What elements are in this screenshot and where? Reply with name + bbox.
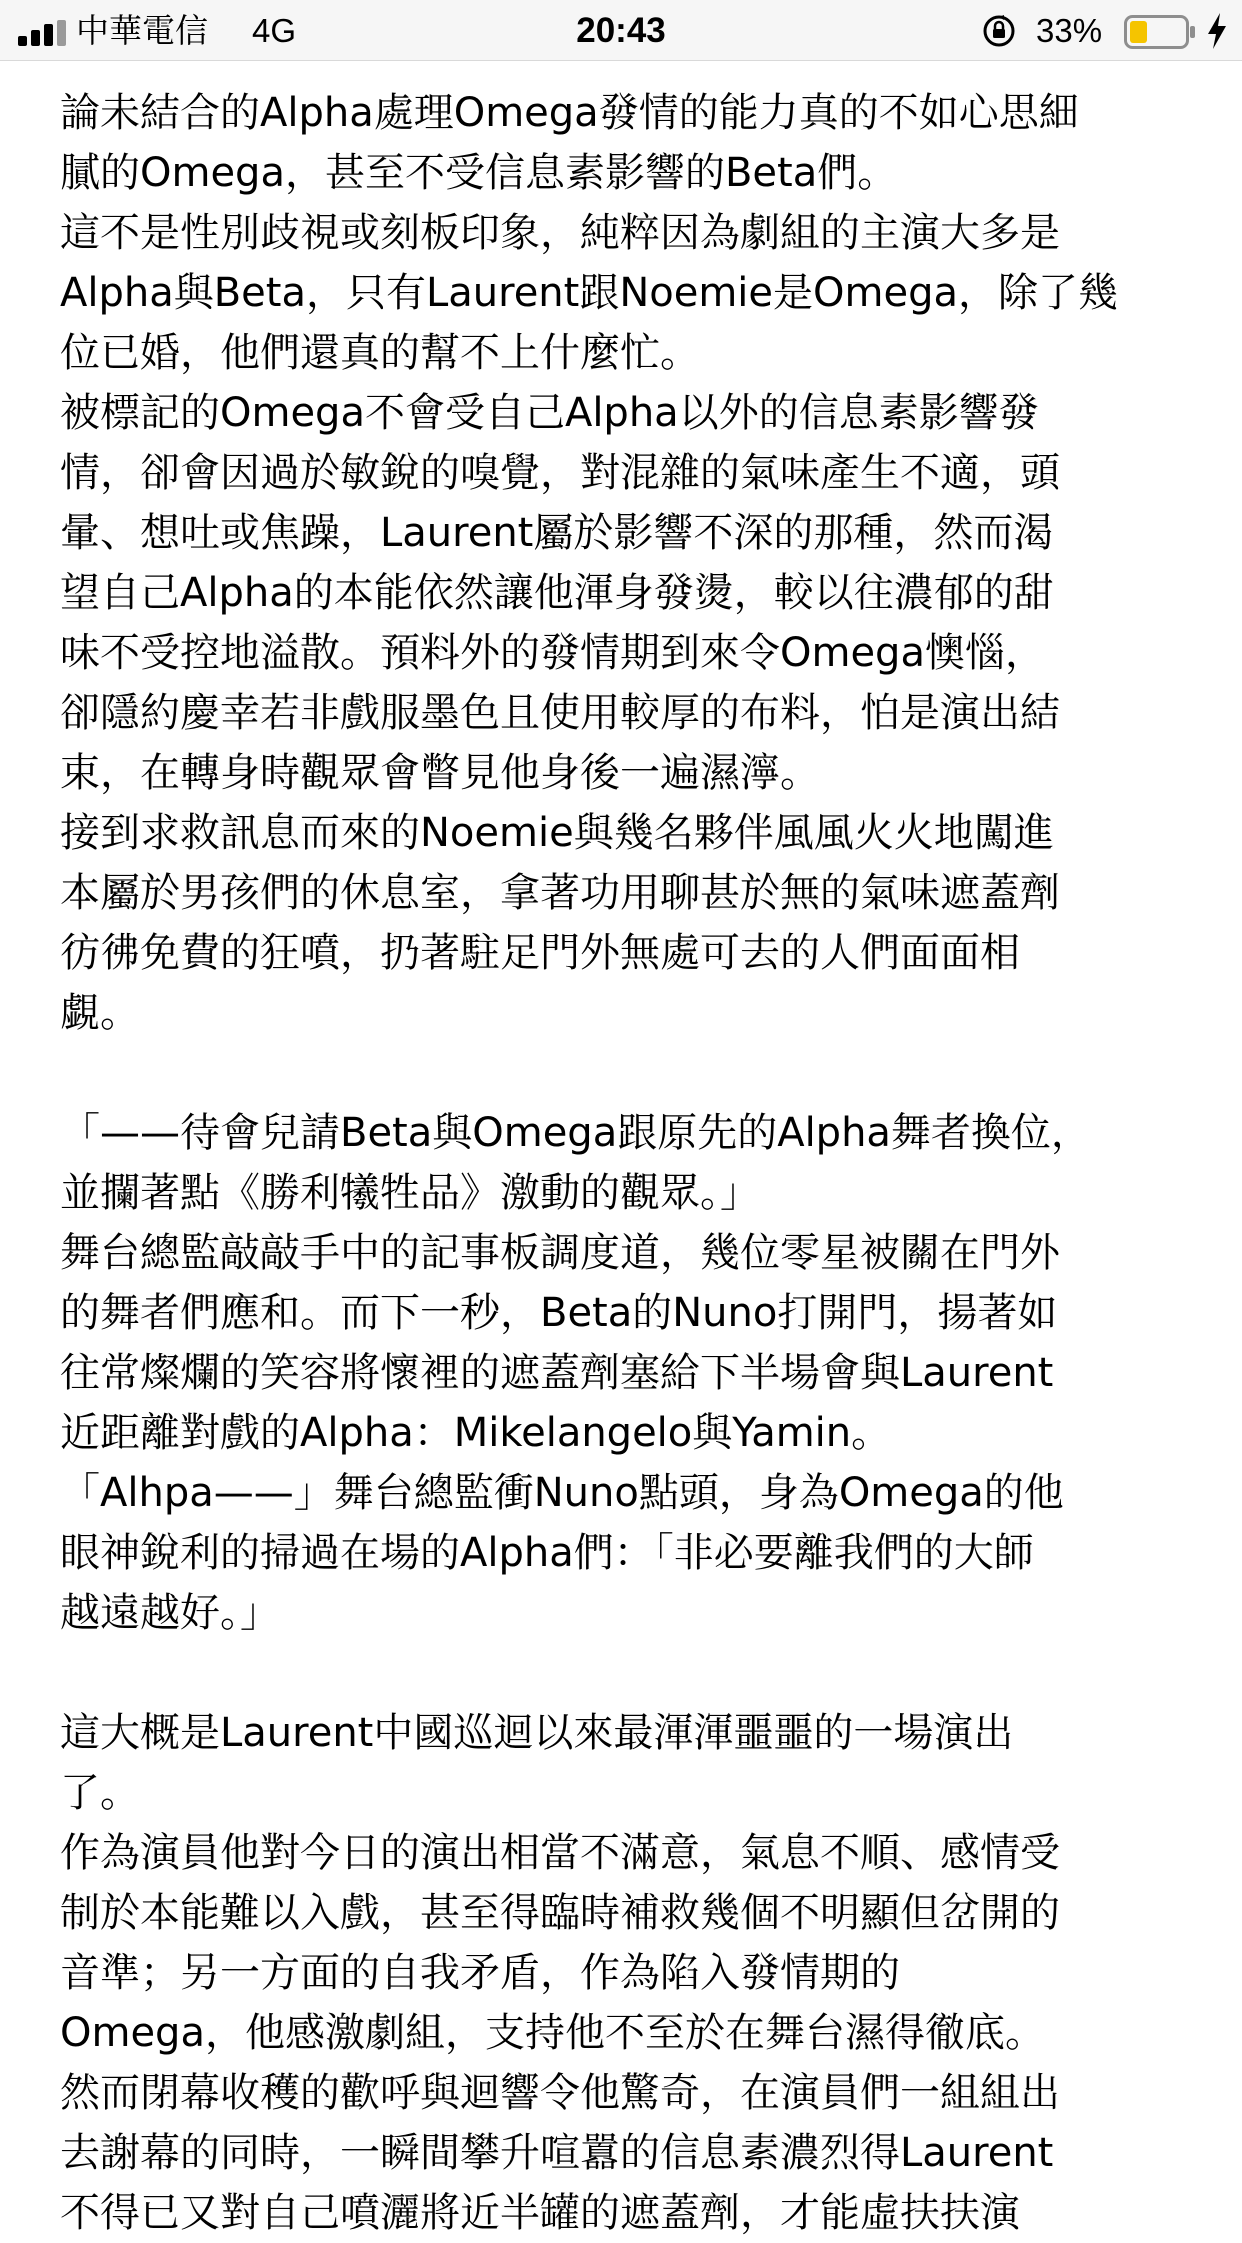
orientation-lock-icon: [982, 14, 1016, 48]
article-line: 往常燦爛的笑容將懷裡的遮蓋劑塞給下半場會與Laurent: [60, 1350, 1054, 1396]
charging-bolt-icon: [1206, 12, 1228, 50]
article-line: 膩的Omega，甚至不受信息素影響的Beta們。: [60, 150, 898, 196]
article-line: 不得已又對自己噴灑將近半罐的遮蓋劑，才能虛扶扶演: [60, 2190, 1020, 2236]
article-line: 越遠越好。」: [60, 1590, 280, 1636]
battery-percentage: 33%: [1036, 12, 1103, 49]
article-line: 情，卻會因過於敏銳的嗅覺，對混雜的氣味產生不適，頭: [60, 450, 1060, 496]
article-line: 位已婚，他們還真的幫不上什麼忙。: [60, 330, 700, 376]
article-line: 味不受控地溢散。預料外的發情期到來令Omega懊惱，: [60, 630, 1045, 676]
article-line: 去謝幕的同時，一瞬間攀升喧囂的信息素濃烈得Laurent: [60, 2130, 1054, 2176]
article-line: 「——待會兒請Beta與Omega跟原先的Alpha舞者換位，: [60, 1110, 1091, 1156]
status-bar: [0, 0, 1242, 61]
article-line: 束，在轉身時觀眾會瞥見他身後一遍濕濘。: [60, 750, 820, 796]
article-line: 然而閉幕收穫的歡呼與迴響令他驚奇，在演員們一組組出: [60, 2070, 1060, 2116]
carrier-name: 中華電信: [76, 12, 208, 49]
article-line: 接到求救訊息而來的Noemie與幾名夥伴風風火火地闖進: [60, 810, 1054, 856]
status-time: 20:43: [576, 11, 666, 50]
article-line: 近距離對戲的Alpha：Mikelangelo與Yamin。: [60, 1410, 892, 1456]
article-line: Alpha與Beta，只有Laurent跟Noemie是Omega，除了幾: [60, 270, 1118, 316]
article-line: 卻隱約慶幸若非戲服墨色且使用較厚的布料，怕是演出結: [60, 690, 1060, 736]
article-line: 本屬於男孩們的休息室，拿著功用聊甚於無的氣味遮蓋劑: [60, 870, 1060, 916]
article-body: [60, 83, 1190, 2243]
article-line: 的舞者們應和。而下一秒，Beta的Nuno打開門，揚著如: [60, 1290, 1058, 1336]
network-type: 4G: [252, 12, 297, 49]
article-line: 作為演員他對今日的演出相當不滿意，氣息不順、感情受: [60, 1830, 1060, 1876]
article-line: 這大概是Laurent中國巡迴以來最渾渾噩噩的一場演出: [60, 1710, 1014, 1756]
article-line: 覷。: [60, 990, 140, 1036]
article-line: 論未結合的Alpha處理Omega發情的能力真的不如心思細: [60, 90, 1079, 136]
article-line: 制於本能難以入戲，甚至得臨時補救幾個不明顯但岔開的: [60, 1890, 1060, 1936]
paragraph-gap: [60, 1043, 1190, 1103]
article-line: 「Alhpa——」舞台總監衝Nuno點頭，身為Omega的他: [60, 1470, 1064, 1516]
article-line: 音準；另一方面的自我矛盾，作為陷入發情期的: [60, 1950, 900, 1996]
article-line: 眼神銳利的掃過在場的Alpha們：「非必要離我們的大師: [60, 1530, 1034, 1576]
article-line: 這不是性別歧視或刻板印象，純粹因為劇組的主演大多是: [60, 210, 1060, 256]
article-line: Omega，他感激劇組，支持他不至於在舞台濕得徹底。: [60, 2010, 1045, 2056]
article-line: 了。: [60, 1770, 140, 1816]
article-line: 望自己Alpha的本能依然讓他渾身發燙，較以往濃郁的甜: [60, 570, 1054, 616]
article-line: 暈、想吐或焦躁，Laurent屬於影響不深的那種，然而渴: [60, 510, 1054, 556]
article-line: 彷彿免費的狂噴，扔著駐足門外無處可去的人們面面相: [60, 930, 1020, 976]
article-line: 舞台總監敲敲手中的記事板調度道，幾位零星被關在門外: [60, 1230, 1060, 1276]
paragraph-gap: [60, 1643, 1190, 1703]
article-line: 被標記的Omega不會受自己Alpha以外的信息素影響發: [60, 390, 1039, 436]
battery-icon: [1124, 15, 1196, 49]
article-line: 並攔著點《勝利犧牲品》激動的觀眾。」: [60, 1170, 760, 1216]
